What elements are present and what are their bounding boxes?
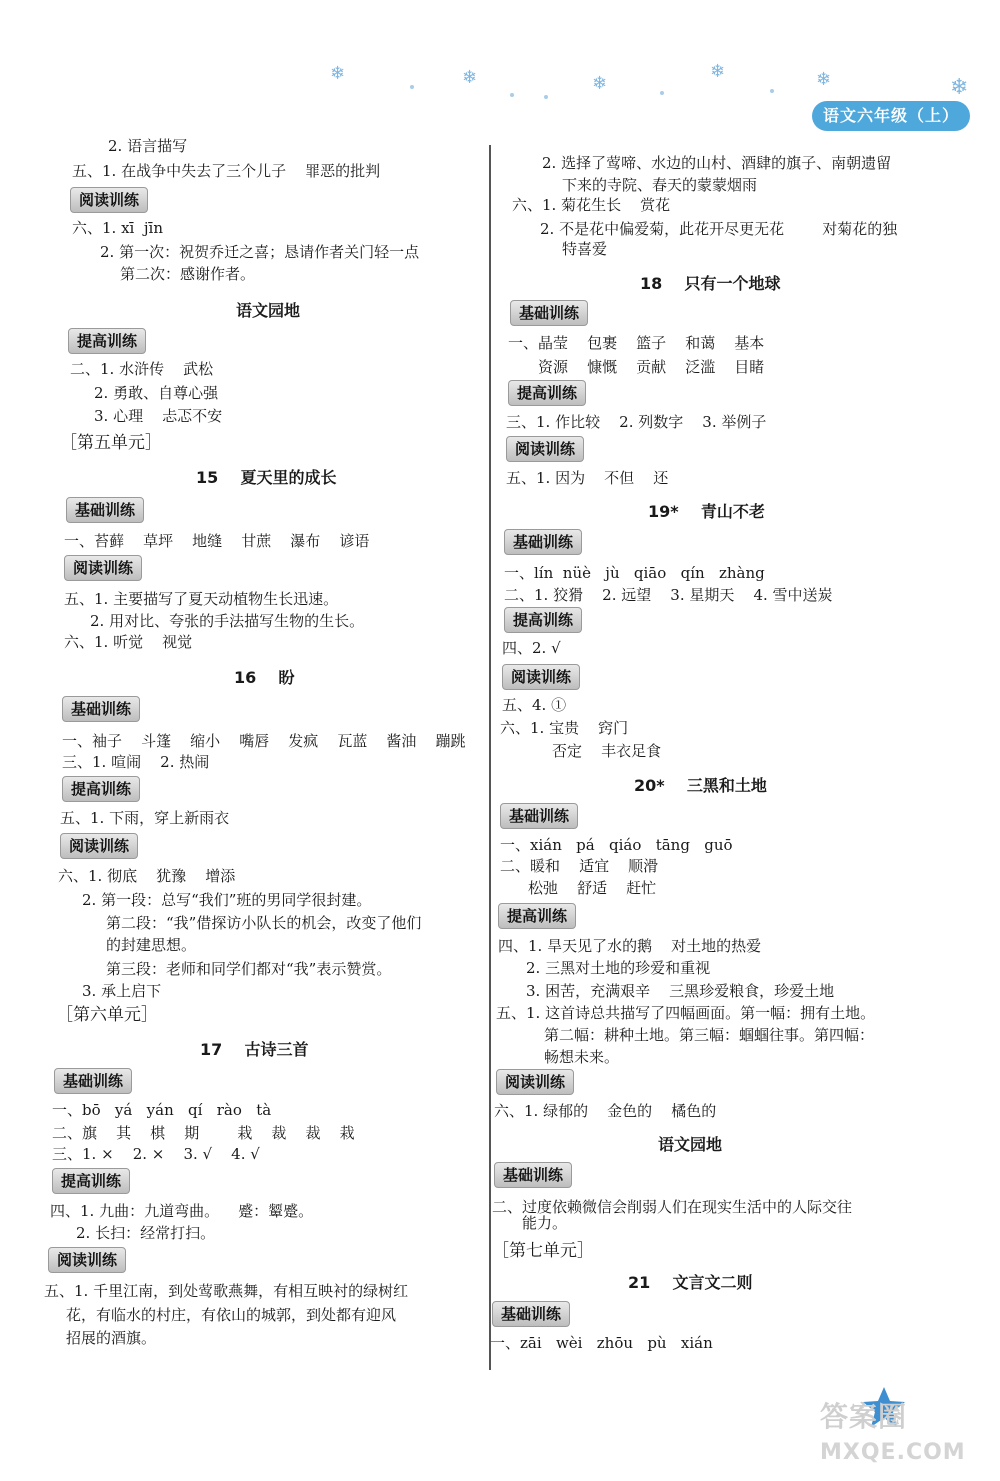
section-tag: 阅读训练 [60,833,138,859]
answer-line: 一、bō yá yán qí rào tà [52,1101,272,1119]
answer-line: 的封建思想。 [106,936,197,954]
answer-line: 3. 承上启下 [82,982,162,1000]
answer-line: 松弛 舒适 赶忙 [528,879,657,897]
answer-line: 2. 用对比、夸张的手法描写生物的生长。 [90,612,365,630]
answer-line: 第三段：老师和同学们都对“我”表示赞赏。 [106,960,392,978]
snowflake-icon: ❄ [710,61,726,82]
answer-line: 五、1. 主要描写了夏天动植物生长迅速。 [64,590,339,608]
answer-line: 二、过度依赖微信会削弱人们在现实生活中的人际交往 [492,1198,853,1216]
section-tag: 提高训练 [62,776,140,802]
answer-line: 一、晶莹 包裹 篮子 和蔼 基本 [508,334,765,352]
section-title: 语文园地 [236,301,301,320]
lesson-title: 20* 三黑和土地 [634,776,767,795]
answer-line: 五、1. 在战争中失去了三个儿子 罪恶的批判 [72,162,381,180]
section-tag: 提高训练 [508,380,586,406]
section-tag: 提高训练 [504,607,582,633]
answer-line: 花，有临水的村庄，有依山的城郭，到处都有迎风 [66,1306,397,1324]
section-tag: 阅读训练 [502,664,580,690]
answer-line: 三、1. 作比较 2. 列数字 3. 举例子 [506,413,767,431]
unit-heading: ［第七单元］ [492,1241,594,1261]
answer-line: 下来的寺院、春天的蒙蒙烟雨 [562,176,758,194]
lesson-title: 17 古诗三首 [200,1040,309,1059]
dot-decoration [660,91,664,95]
section-tag: 阅读训练 [64,555,142,581]
answer-line: 六、1. xī jīn [72,219,163,237]
section-tag: 基础训练 [494,1162,572,1188]
section-tag: 基础训练 [492,1301,570,1327]
answer-line: 一、苔藓 草坪 地缝 甘蔗 瀑布 谚语 [64,532,370,550]
answer-line: 六、1. 菊花生长 赏花 [512,196,671,214]
answer-line: 六、1. 听觉 视觉 [64,633,193,651]
section-tag: 阅读训练 [48,1247,126,1273]
answer-line: 三、1. × 2. × 3. √ 4. √ [52,1145,260,1163]
lesson-title: 19* 青山不老 [648,502,765,521]
answer-line: 四、1. 旱天见了水的鹅 对土地的热爱 [498,937,762,955]
answer-line: 六、1. 宝贵 窍门 [500,719,629,737]
answer-line: 五、1. 这首诗总共描写了四幅画面。第一幅：拥有土地。 [496,1004,876,1022]
unit-heading: ［第六单元］ [56,1005,158,1025]
answer-line: 否定 丰衣足食 [552,742,662,760]
answer-line: 一、xián pá qiáo tāng guō [500,836,733,854]
lesson-title: 15 夏天里的成长 [196,468,337,487]
watermark-url: MXQE.COM [820,1440,966,1465]
answer-line: 五、1. 因为 不但 还 [506,469,669,487]
answer-line: 3. 心理 忐忑不安 [94,407,223,425]
section-tag: 基础训练 [500,803,578,829]
answer-line: 五、1. 千里江南，到处莺歌燕舞，有相互映衬的绿树红 [44,1282,409,1300]
lesson-title: 18 只有一个地球 [640,274,781,293]
answer-line: 二、旗 其 棋 期 栽 裁 裁 栽 [52,1124,355,1142]
answer-line: 能力。 [522,1214,568,1232]
watermark-logo: 答案圈 [820,1400,908,1433]
grade-badge: 语文六年级（上） [812,101,970,131]
answer-line: 一、袖子 斗篷 缩小 嘴唇 发疯 瓦蓝 酱油 蹦跳 [62,732,466,750]
dot-decoration [410,85,414,89]
section-title: 语文园地 [658,1135,723,1154]
dot-decoration [510,93,514,97]
section-tag: 基础训练 [62,696,140,722]
dot-decoration [770,89,774,93]
unit-heading: ［第五单元］ [60,433,162,453]
answer-line: 五、1. 下雨，穿上新雨衣 [60,809,230,827]
answer-line: 3. 困苦，充满艰辛 三黑珍爱粮食，珍爱土地 [526,982,835,1000]
answer-line: 畅想未来。 [544,1048,620,1066]
section-tag: 提高训练 [52,1168,130,1194]
answer-line: 三、1. 喧闹 2. 热闹 [62,753,210,771]
answer-line: 2. 第一段：总写“我们”班的男同学很封建。 [82,891,372,909]
section-tag: 阅读训练 [506,436,584,462]
answer-line: 第二幅：耕种土地。第三幅：蝈蝈往事。第四幅： [544,1026,875,1044]
snowflake-icon: ❄ [816,69,832,90]
answer-line: 招展的酒旗。 [66,1329,157,1347]
answer-line: 2. 三黑对土地的珍爱和重视 [526,959,711,977]
snowflake-icon: ❄ [950,75,969,100]
answer-line: 第二段：“我”借探访小队长的机会，改变了他们 [106,914,422,932]
snowflake-icon: ❄ [462,67,478,88]
column-divider [489,145,491,1370]
section-tag: 阅读训练 [70,187,148,213]
answer-line: 二、暖和 适宜 顺滑 [500,857,659,875]
lesson-title: 16 盼 [234,668,295,687]
answer-line: 五、4. ① [502,696,567,714]
section-tag: 提高训练 [498,903,576,929]
section-tag: 基础训练 [510,300,588,326]
answer-line: 一、lín nüè jù qiāo qín zhàng [504,564,765,582]
answer-line: 一、zāi wèi zhōu pù xián [490,1334,713,1352]
answer-line: 2. 选择了莺啼、水边的山村、酒肆的旗子、南朝遗留 [542,154,892,172]
dot-decoration [544,95,548,99]
section-tag: 基础训练 [54,1068,132,1094]
answer-line: 2. 不是花中偏爱菊，此花开尽更无花 对菊花的独 [540,220,898,238]
answer-line: 六、1. 彻底 犹豫 增添 [58,867,236,885]
answer-line: 2. 语言描写 [108,137,188,155]
section-tag: 基础训练 [66,497,144,523]
section-tag: 基础训练 [504,529,582,555]
answer-line: 二、1. 狡猾 2. 远望 3. 星期天 4. 雪中送炭 [504,586,833,604]
answer-line: 六、1. 绿郁的 金色的 橘色的 [494,1102,717,1120]
answer-line: 四、2. √ [502,639,561,657]
snowflake-icon: ❄ [592,73,608,94]
answer-line: 特喜爱 [562,240,608,258]
answer-line: 四、1. 九曲：九道弯曲。 蹙：颦蹙。 [50,1202,314,1220]
answer-line: 第二次：感谢作者。 [120,265,256,283]
lesson-title: 21 文言文二则 [628,1273,753,1292]
section-tag: 阅读训练 [496,1069,574,1095]
answer-line: 资源 慷慨 贡献 泛滥 目睹 [538,358,765,376]
section-tag: 提高训练 [68,328,146,354]
snowflake-icon: ❄ [330,63,346,84]
answer-line: 二、1. 水浒传 武松 [70,360,214,378]
answer-line: 2. 勇敢、自尊心强 [94,384,219,402]
answer-line: 2. 长扫：经常打扫。 [76,1224,216,1242]
answer-line: 2. 第一次：祝贺乔迁之喜；恳请作者关门轻一点 [100,243,420,261]
